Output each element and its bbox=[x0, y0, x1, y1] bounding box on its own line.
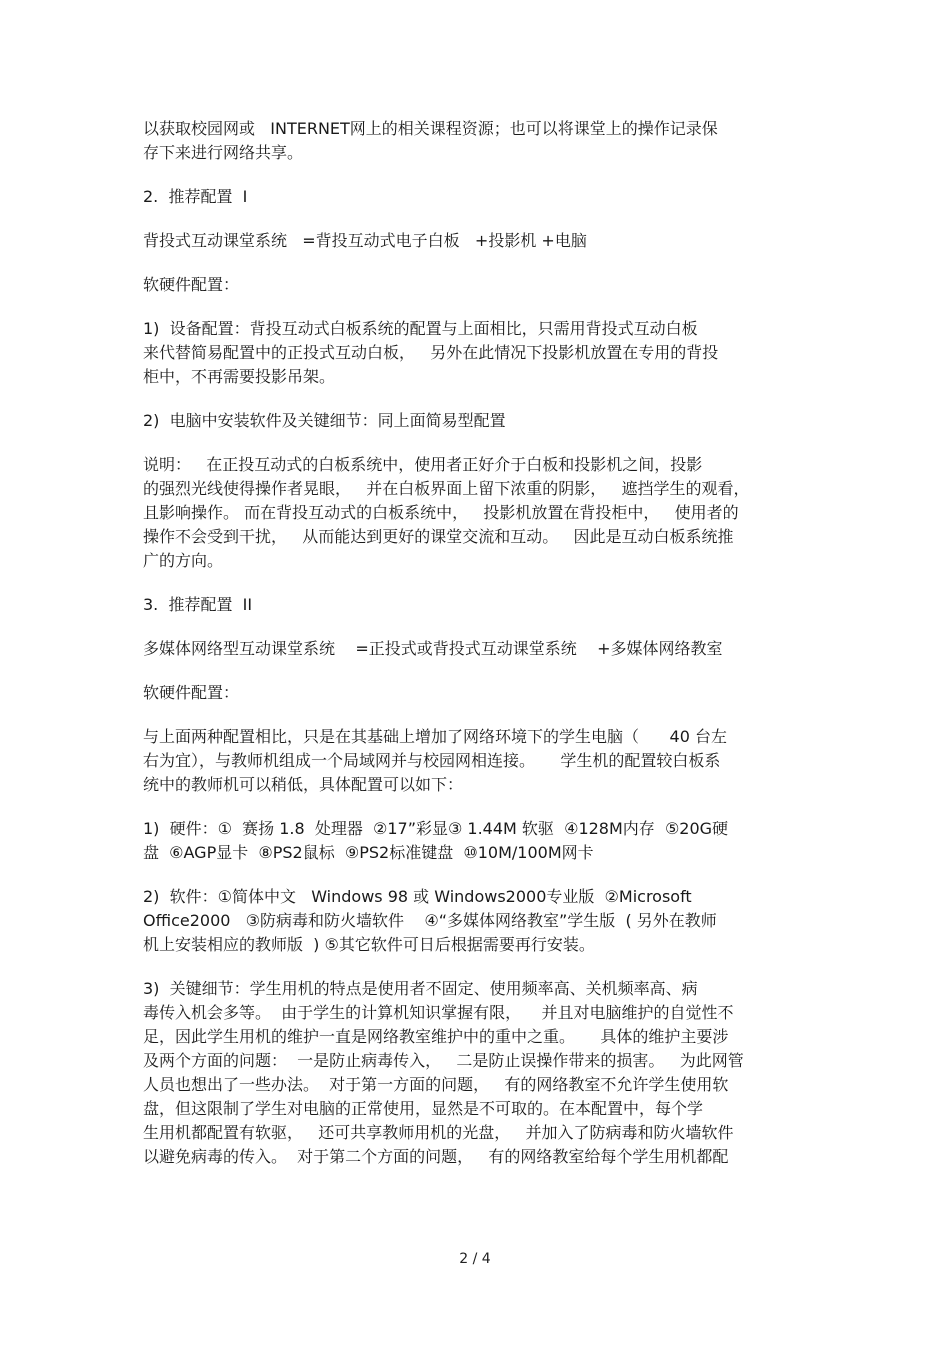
paragraph bbox=[143, 637, 808, 661]
text-line: 软硬件配置： bbox=[143, 683, 240, 702]
page-number: 2 / 4 bbox=[459, 1251, 491, 1267]
text-line: 软硬件配置： bbox=[143, 275, 240, 294]
text-line: 操作不会受到干扰， 从而能达到更好的课堂交流和互动。 因此是互动白板系统推 bbox=[143, 527, 734, 546]
paragraph bbox=[143, 977, 808, 1169]
text-line: 生用机都配置有软驱， 还可共享教师用机的光盘， 并加入了防病毒和防火墙软件 bbox=[143, 1123, 734, 1142]
text-line: 且影响操作。 而在背投互动式的白板系统中， 投影机放置在背投柜中， 使用者的 bbox=[143, 503, 739, 522]
paragraph bbox=[143, 229, 808, 253]
text-line: 盘，但这限制了学生对电脑的正常使用，显然是不可取的。在本配置中，每个学 bbox=[143, 1099, 704, 1118]
text-line: 多媒体网络型互动课堂系统 =正投式或背投式互动课堂系统 +多媒体网络教室 bbox=[143, 639, 723, 658]
paragraph bbox=[143, 317, 808, 389]
paragraph bbox=[143, 885, 808, 957]
text-line: 盘 ⑥AGP显卡 ⑧PS2鼠标 ⑨PS2标准键盘 ⑩10M/100M网卡 bbox=[143, 843, 594, 862]
text-line: 人员也想出了一些办法。 对于第一方面的问题， 有的网络教室不允许学生使用软 bbox=[143, 1075, 729, 1094]
text-line: 机上安装相应的教师版 ) ⑤其它软件可日后根据需要再行安装。 bbox=[143, 935, 595, 954]
text-line: 说明： 在正投互动式的白板系统中，使用者正好介于白板和投影机之间，投影 bbox=[143, 455, 703, 474]
text-line: 的强烈光线使得操作者晃眼， 并在白板界面上留下浓重的阴影， 遮挡学生的观看， bbox=[143, 479, 750, 498]
paragraph bbox=[143, 409, 808, 433]
text-line: 与上面两种配置相比，只是在其基础上增加了网络环境下的学生电脑（ 40 台左 bbox=[143, 727, 727, 746]
text-line: 柜中，不再需要投影吊架。 bbox=[143, 367, 336, 386]
text-line: 以避免病毒的传入。 对于第二个方面的问题， 有的网络教室给每个学生用机都配 bbox=[143, 1147, 729, 1166]
text-line: 1) 设备配置：背投互动式白板系统的配置与上面相比，只需用背投式互动白板 bbox=[143, 319, 698, 338]
text-line: 广的方向。 bbox=[143, 551, 224, 570]
paragraph bbox=[143, 593, 808, 617]
paragraph bbox=[143, 453, 808, 573]
paragraph bbox=[143, 725, 808, 797]
paragraph bbox=[143, 185, 808, 209]
text-line: Office2000 ③防病毒和防火墙软件 ④“多媒体网络教室”学生版 ( 另外在教师 bbox=[143, 911, 717, 930]
text-line: 3) 关键细节：学生用机的特点是使用者不固定、使用频率高、关机频率高、病 bbox=[143, 979, 698, 998]
paragraph bbox=[143, 117, 808, 165]
text-line: 及两个方面的问题： 一是防止病毒传入， 二是防止误操作带来的损害。 为此网管 bbox=[143, 1051, 744, 1070]
paragraph bbox=[143, 273, 808, 297]
text-line: 统中的教师机可以稍低，具体配置可以如下： bbox=[143, 775, 464, 794]
text-line: 来代替简易配置中的正投式互动白板， 另外在此情况下投影机放置在专用的背投 bbox=[143, 343, 719, 362]
paragraph bbox=[143, 817, 808, 865]
text-line: 背投式互动课堂系统 =背投互动式电子白板 +投影机 +电脑 bbox=[143, 231, 587, 250]
paragraph bbox=[143, 681, 808, 705]
text-line: 1) 硬件：① 赛扬 1.8 处理器 ②17”彩显③ 1.44M 软驱 ④128M内存 ⑤20G硬 bbox=[143, 819, 729, 838]
text-line: 毒传入机会多等。 由于学生的计算机知识掌握有限， 并且对电脑维护的自觉性不 bbox=[143, 1003, 734, 1022]
text-line: 以获取校园网或 INTERNET网上的相关课程资源；也可以将课堂上的操作记录保 bbox=[143, 119, 718, 138]
text-line: 2. 推荐配置 I bbox=[143, 187, 248, 206]
document-body bbox=[143, 117, 808, 1189]
text-line: 右为宜），与教师机组成一个局域网并与校园网相连接。 学生机的配置较白板系 bbox=[143, 751, 721, 770]
text-line: 足，因此学生用机的维护一直是网络教室维护中的重中之重。 具体的维护主要涉 bbox=[143, 1027, 729, 1046]
text-line: 存下来进行网络共享。 bbox=[143, 143, 304, 162]
text-line: 2) 软件：①简体中文 Windows 98 或 Windows2000专业版 ②Microsoft bbox=[143, 887, 692, 906]
text-line: 3. 推荐配置 II bbox=[143, 595, 253, 614]
text-line: 2) 电脑中安装软件及关键细节：同上面简易型配置 bbox=[143, 411, 506, 430]
